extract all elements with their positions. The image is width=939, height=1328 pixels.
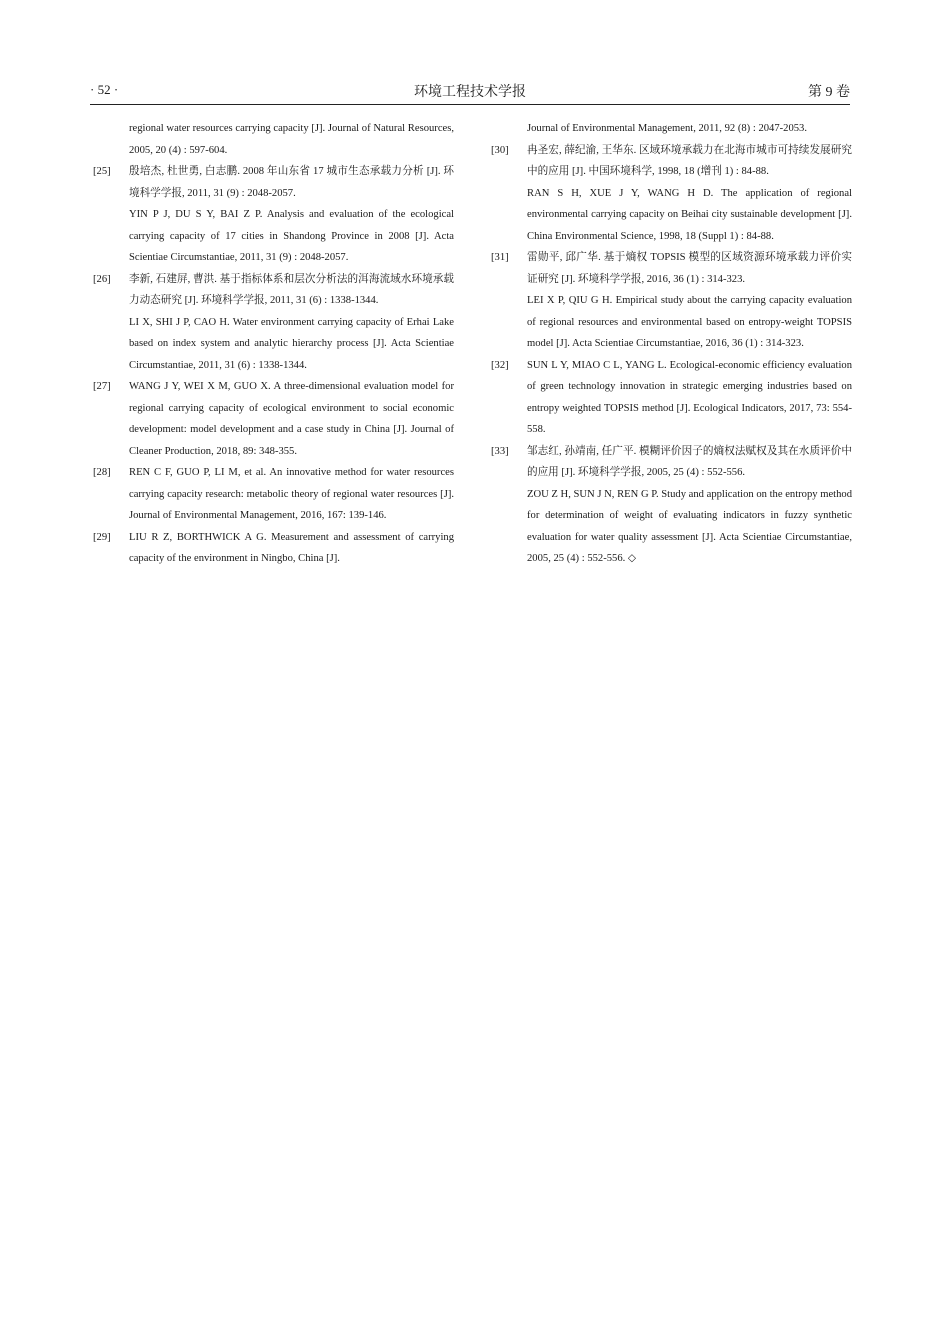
reference-text: WANG J Y, WEI X M, GUO X. A three-dimensional evaluation model for regional carrying capacity of ecological environment to social economic development: model development and a case study in China [J]. Journal of Cleaner Production, 2018, 89: 348-355. xyxy=(129,381,454,457)
reference-number: [31] xyxy=(491,252,509,263)
reference-entry xyxy=(488,355,852,441)
reference-number: [29] xyxy=(93,531,111,543)
header-divider xyxy=(90,104,850,105)
reference-text: 李新, 石建屏, 曹洪. 基于指标体系和层次分析法的洱海流域水环境承载力动态研究 [J]. 环境科学学报, 2011, 31 (6) : 1338-1344. xyxy=(129,273,454,306)
page-header xyxy=(90,80,850,104)
page-number: · 52 · xyxy=(90,82,119,97)
reference-text: SUN L Y, MIAO C L, YANG L. Ecological-economic efficiency evaluation of green technology innovation in strategic emerging industries based on entropy weighted TOPSIS method [J]. Ecological Indicators, 2017, 73: 554-558. xyxy=(527,359,852,435)
reference-entry xyxy=(488,247,852,355)
reference-text: LIU R Z, BORTHWICK A G. Measurement and assessment of carrying capacity of the environment in Ningbo, China [J]. xyxy=(129,531,454,564)
reference-entry xyxy=(488,441,852,570)
reference-text: 雷勋平, 邱广华. 基于熵权 TOPSIS 模型的区域资源环境承载力评价实证研究 [J]. 环境科学学报, 2016, 36 (1) : 314-323. xyxy=(527,252,852,285)
reference-text: regional water resources carrying capacity [J]. Journal of Natural Resources, 2005, 20 (4) : 597-604. xyxy=(129,123,454,156)
reference-entry xyxy=(90,376,454,462)
reference-text: REN C F, GUO P, LI M, et al. An innovative method for water resources carrying capacity research: metabolic theory of regional water resources [J]. Journal of Environmental Management, 2016, 167: 139-146. xyxy=(129,467,454,521)
reference-text: ZOU Z H, SUN J N, REN G P. Study and application on the entropy method for determination of weight of evaluating indicators in fuzzy synthetic evaluation for water quality assessment [J]. Acta Scientiae Circumstantiae, 2005, 25 (4) : 552-556. ◇ xyxy=(527,488,852,564)
reference-number: [30] xyxy=(491,144,509,156)
reference-entry xyxy=(90,161,454,269)
reference-entry xyxy=(90,462,454,527)
reference-entry xyxy=(488,140,852,248)
journal-title: 环境工程技术学报 xyxy=(414,85,526,100)
reference-entry xyxy=(90,269,454,377)
reference-text: RAN S H, XUE J Y, WANG H D. The application of regional environmental carrying capacity on Beihai city sustainable development [J]. China Environmental Science, 1998, 18 (Suppl 1) : 84-88. xyxy=(527,187,852,242)
references-right-column xyxy=(488,118,852,570)
reference-entry xyxy=(90,118,454,161)
reference-number: [28] xyxy=(93,467,111,478)
reference-text: LEI X P, QIU G H. Empirical study about the carrying capacity evaluation of regional resources and environmental based on entropy-weight TOPSIS model [J]. Acta Scientiae Circumstantiae, 2016, 36 (1) : 314-323. xyxy=(527,295,852,349)
references-left-column xyxy=(90,118,454,570)
reference-entry xyxy=(488,118,852,140)
reference-number: [27] xyxy=(93,381,111,392)
reference-entry xyxy=(90,527,454,570)
volume-label: 第 9 卷 xyxy=(808,85,850,100)
reference-text: Journal of Environmental Management, 2011, 92 (8) : 2047-2053. xyxy=(527,123,807,134)
reference-number: [32] xyxy=(491,359,509,371)
reference-text: YIN P J, DU S Y, BAI Z P. Analysis and evaluation of the ecological carrying capacity of 17 cities in Shandong Province in 2008 [J]. Acta Scientiae Circumstantiae, 2011, 31 (9) : 2048-2057. xyxy=(129,209,454,263)
reference-number: [25] xyxy=(93,166,111,177)
reference-number: [26] xyxy=(93,273,111,285)
reference-text: LI X, SHI J P, CAO H. Water environment carrying capacity of Erhai Lake based on index system and analytic hierarchy process [J]. Acta Scientiae Circumstantiae, 2011, 31 (6) : 1338-1344. xyxy=(129,316,454,371)
reference-number: [33] xyxy=(491,445,509,457)
reference-text: 冉圣宏, 薛纪渝, 王华东. 区域环境承载力在北海市城市可持续发展研究中的应用 [J]. 中国环境科学, 1998, 18 (增刊 1) : 84-88. xyxy=(527,144,852,177)
reference-text: 邹志红, 孙靖南, 任广平. 模糊评价因子的熵权法赋权及其在水质评价中的应用 [J]. 环境科学学报, 2005, 25 (4) : 552-556. xyxy=(527,445,852,478)
reference-text: 殷培杰, 杜世勇, 白志鹏. 2008 年山东省 17 城市生态承载力分析 [J]. 环境科学学报, 2011, 31 (9) : 2048-2057. xyxy=(129,166,454,199)
